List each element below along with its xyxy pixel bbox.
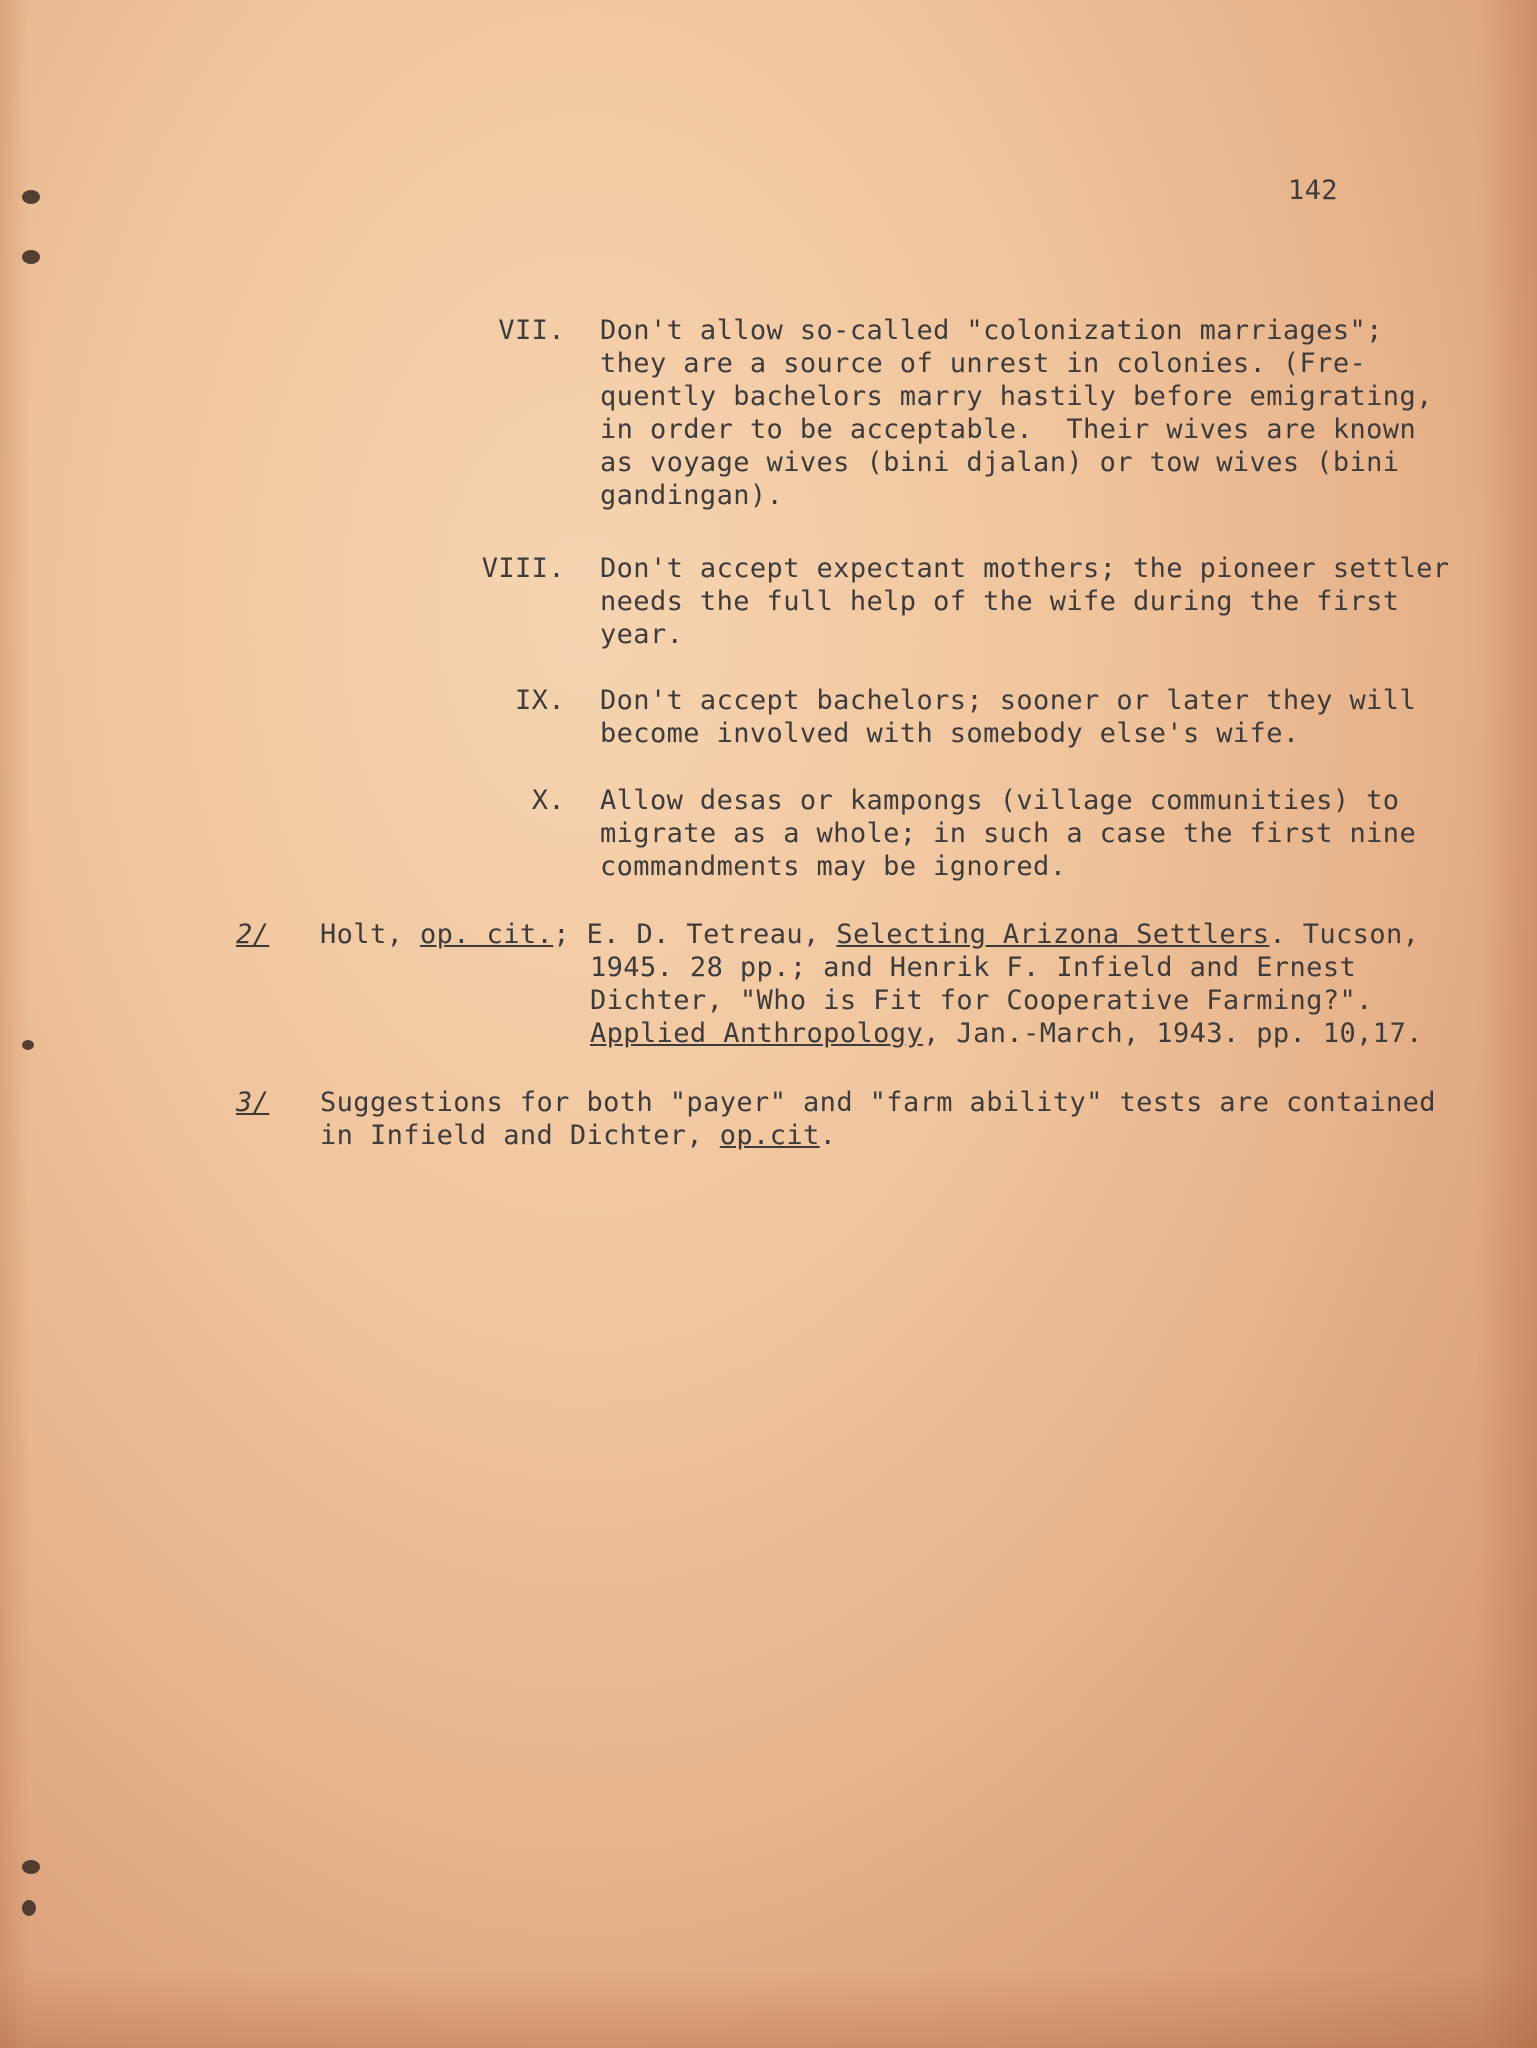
item-numeral: VII. <box>498 315 565 346</box>
footnote-text: . Tucson, <box>1269 919 1420 950</box>
item-numeral: X. <box>531 785 565 816</box>
item-text <box>600 684 1460 750</box>
item-numeral: IX. <box>515 685 565 716</box>
footnote-line: Suggestions for both "payer" and "farm ability" tests are contained <box>320 1087 1436 1118</box>
item-line: Don't allow so-called "colonization marriages"; <box>600 315 1383 346</box>
item-text <box>600 784 1460 883</box>
page-edge-shadow-bottom <box>0 1968 1537 2048</box>
item-text <box>600 552 1460 651</box>
punch-hole <box>22 1900 36 1916</box>
page-edge-shadow-left <box>0 0 30 2048</box>
item-line: needs the full help of the wife during the first <box>600 586 1400 617</box>
footnote-text: in Infield and Dichter, <box>320 1120 720 1151</box>
footnote-text: , Jan.-March, 1943. pp. 10,17. <box>923 1018 1423 1049</box>
item-line: Don't accept bachelors; sooner or later they will <box>600 685 1417 716</box>
citation-op-cit: op. cit. <box>419 919 554 950</box>
footnote-text: ; E. D. Tetreau, <box>553 919 837 950</box>
footnote-text: Holt, <box>320 919 420 950</box>
item-line: quently bachelors marry hastily before emigrating, <box>600 381 1433 412</box>
item-line: year. <box>600 619 684 650</box>
item-line: in order to be acceptable. Their wives are known <box>600 414 1417 445</box>
item-line: Don't accept expectant mothers; the pioneer settler <box>600 553 1450 584</box>
punch-hole <box>22 1860 40 1874</box>
footnote-marker: 2/ <box>236 919 270 950</box>
item-line: as voyage wives (bini djalan) or tow wives (bini <box>600 447 1400 478</box>
item-line: migrate as a whole; in such a case the first nine <box>600 818 1417 849</box>
footnote-marker: 3/ <box>236 1087 270 1118</box>
item-numeral: VIII. <box>481 553 565 584</box>
footnote-line: 1945. 28 pp.; and Henrik F. Infield and Ernest <box>590 952 1357 983</box>
footnote-text: . <box>819 1120 837 1151</box>
punch-hole <box>22 250 40 264</box>
footnote-line <box>590 1017 1423 1050</box>
item-line: Allow desas or kampongs (village communities) to <box>600 785 1400 816</box>
footnote-line <box>320 1119 836 1152</box>
item-line: become involved with somebody else's wife. <box>600 718 1300 749</box>
item-line: commandments may be ignored. <box>600 851 1067 882</box>
item-line: they are a source of unrest in colonies. (Fre- <box>600 348 1367 379</box>
citation-journal: Applied Anthropology <box>590 1018 924 1049</box>
footnote-line <box>320 918 1419 951</box>
item-text <box>600 314 1460 512</box>
citation-op-cit: op.cit <box>719 1120 820 1151</box>
page-number: 142 <box>1288 175 1338 206</box>
citation-title: Selecting Arizona Settlers <box>836 919 1270 950</box>
footnote-line: Dichter, "Who is Fit for Cooperative Farming?". <box>590 985 1373 1016</box>
punch-hole <box>22 1040 34 1050</box>
page-edge-shadow-right <box>1477 0 1537 2048</box>
punch-hole <box>22 190 40 204</box>
item-line: gandingan). <box>600 480 784 511</box>
